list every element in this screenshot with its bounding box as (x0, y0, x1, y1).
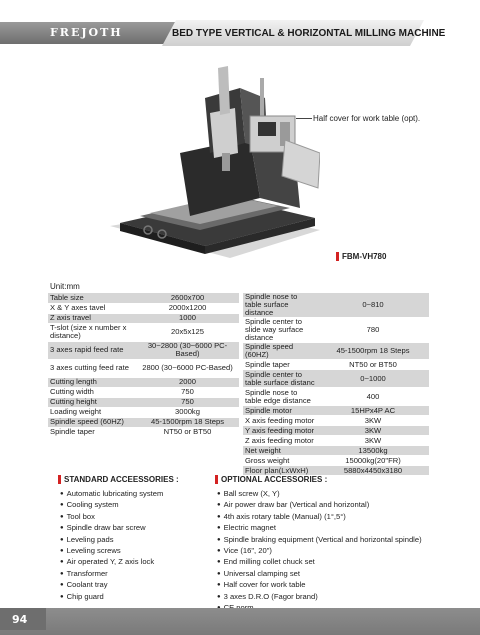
spec-row (48, 341, 239, 359)
spec-value: 400 (317, 388, 429, 406)
spec-value: 15000kg(20"FR) (317, 456, 429, 466)
spec-row (48, 323, 239, 341)
list-item: ● Spindle braking equipment (Vertical and horizontal spindle) (217, 535, 422, 546)
spec-label: Table size (48, 293, 136, 303)
spec-label: Cutting length (48, 377, 136, 387)
list-item: ● Coolant tray (60, 580, 163, 591)
standard-accessories-list (60, 489, 163, 603)
spec-row (243, 370, 429, 388)
spec-row (48, 427, 239, 437)
spec-value: 2000 (136, 377, 239, 387)
spec-row (48, 417, 239, 427)
page-header (0, 20, 480, 48)
list-item: ● Universal clamping set (217, 569, 422, 580)
list-item: ● Vice (16", 20") (217, 546, 422, 557)
spec-label: Z axis travel (48, 313, 136, 323)
spec-label: Spindle center to slide way surface distance (243, 318, 317, 343)
spec-table-right (243, 293, 429, 476)
spec-label: Spindle speed (60HZ) (48, 417, 136, 427)
list-item: ● Ball screw (X, Y) (217, 489, 422, 500)
spec-label: T-slot (size x number x distance) (48, 323, 136, 341)
spec-value: 5880x4450x3180 (317, 466, 429, 476)
spec-row (48, 397, 239, 407)
list-item: ● Spindle draw bar screw (60, 523, 163, 534)
callout-label: Half cover for work table (opt). (313, 114, 421, 123)
spec-row (243, 416, 429, 426)
spec-row (243, 318, 429, 343)
spec-label: Net weight (243, 446, 317, 456)
spec-row (243, 436, 429, 446)
spec-value: 15HPx4P AC (317, 406, 429, 416)
spec-label: Spindle taper (243, 360, 317, 370)
spec-value: 2000x1200 (136, 303, 239, 313)
spec-row (243, 456, 429, 466)
spec-value: 750 (136, 397, 239, 407)
spec-value: 45-1500rpm 18 Steps (136, 417, 239, 427)
spec-value: 3000kg (136, 407, 239, 417)
spec-row (48, 313, 239, 323)
spec-row (243, 360, 429, 370)
spec-value: 0~810 (317, 293, 429, 318)
spec-row (243, 466, 429, 476)
list-item: ● Air operated Y, Z axis lock (60, 557, 163, 568)
spec-label: Gross weight (243, 456, 317, 466)
spec-value: NT50 or BT50 (136, 427, 239, 437)
spec-row (48, 387, 239, 397)
standard-accessories-heading: STANDARD ACCEESSORIES : (58, 475, 179, 484)
spec-value: NT50 or BT50 (317, 360, 429, 370)
list-item: ● Automatic lubricating system (60, 489, 163, 500)
list-item: ● Transformer (60, 569, 163, 580)
spec-row (48, 377, 239, 387)
spec-value: 2600x700 (136, 293, 239, 303)
spec-row (243, 426, 429, 436)
spec-row (243, 293, 429, 318)
spec-label: 3 axes cutting feed rate (48, 359, 136, 377)
spec-label: X axis feeding motor (243, 416, 317, 426)
spec-value: 13500kg (317, 446, 429, 456)
list-item: ● Cooling system (60, 500, 163, 511)
spec-row (243, 446, 429, 456)
spec-value: 750 (136, 387, 239, 397)
spec-value: 3KW (317, 426, 429, 436)
model-label: FBM-VH780 (336, 252, 386, 261)
spec-value: 0~1000 (317, 370, 429, 388)
page-title: BED TYPE VERTICAL & HORIZONTAL MILLING MACHINE (172, 28, 446, 39)
optional-accessories-heading: OPTIONAL ACCESSORIES : (215, 475, 327, 484)
spec-label: Loading weight (48, 407, 136, 417)
list-item: ● Chip guard (60, 592, 163, 603)
spec-row (48, 407, 239, 417)
list-item: ● End milling collet chuck set (217, 557, 422, 568)
spec-value: 30~2800 (30~6000 PC-Based) (136, 341, 239, 359)
spec-label: Spindle nose to table surface distance (243, 293, 317, 318)
spec-value: 3KW (317, 416, 429, 426)
spec-value: 3KW (317, 436, 429, 446)
list-item: ● Leveling screws (60, 546, 163, 557)
spec-row (48, 293, 239, 303)
spec-value: 2800 (30~6000 PC-Based) (136, 359, 239, 377)
spec-row (48, 359, 239, 377)
spec-value: 780 (317, 318, 429, 343)
spec-label: Cutting width (48, 387, 136, 397)
spec-row (243, 406, 429, 416)
spec-row (243, 388, 429, 406)
spec-label: Spindle nose to table edge distance (243, 388, 317, 406)
spec-label: Z axis feeding motor (243, 436, 317, 446)
spec-row (48, 303, 239, 313)
spec-value: 1000 (136, 313, 239, 323)
spec-row (243, 343, 429, 360)
spec-label: X & Y axes tavel (48, 303, 136, 313)
list-item: ● Tool box (60, 512, 163, 523)
milling-machine-image (110, 58, 320, 268)
page-number: 94 (0, 608, 46, 630)
spec-label: Spindle motor (243, 406, 317, 416)
spec-value: 45-1500rpm 18 Steps (317, 343, 429, 360)
callout-leader-line (296, 118, 312, 119)
spec-label: Spindle taper (48, 427, 136, 437)
spec-label: Cutting height (48, 397, 136, 407)
list-item: ● Leveling pads (60, 535, 163, 546)
spec-label: Y axis feeding motor (243, 426, 317, 436)
spec-label: 3 axes rapid feed rate (48, 341, 136, 359)
list-item: ● Electric magnet (217, 523, 422, 534)
list-item: ● 3 axes D.R.O (Fagor brand) (217, 592, 422, 603)
spec-table-left (48, 293, 239, 438)
brand-logo: FREJOTH (50, 26, 123, 39)
list-item: ● Half cover for work table (217, 580, 422, 591)
list-item: ● Air power draw bar (Vertical and horizontal) (217, 500, 422, 511)
page-footer (0, 608, 480, 635)
spec-value: 20x5x125 (136, 323, 239, 341)
spec-label: Spindle speed (60HZ) (243, 343, 317, 360)
optional-accessories-list (217, 489, 422, 614)
unit-label: Unit:mm (50, 282, 80, 291)
spec-label: Floor plan(LxWxH) (243, 466, 317, 476)
list-item: ● 4th axis rotary table (Manual) (1°,5°) (217, 512, 422, 523)
spec-label: Spindle center to table surface distanc (243, 370, 317, 388)
